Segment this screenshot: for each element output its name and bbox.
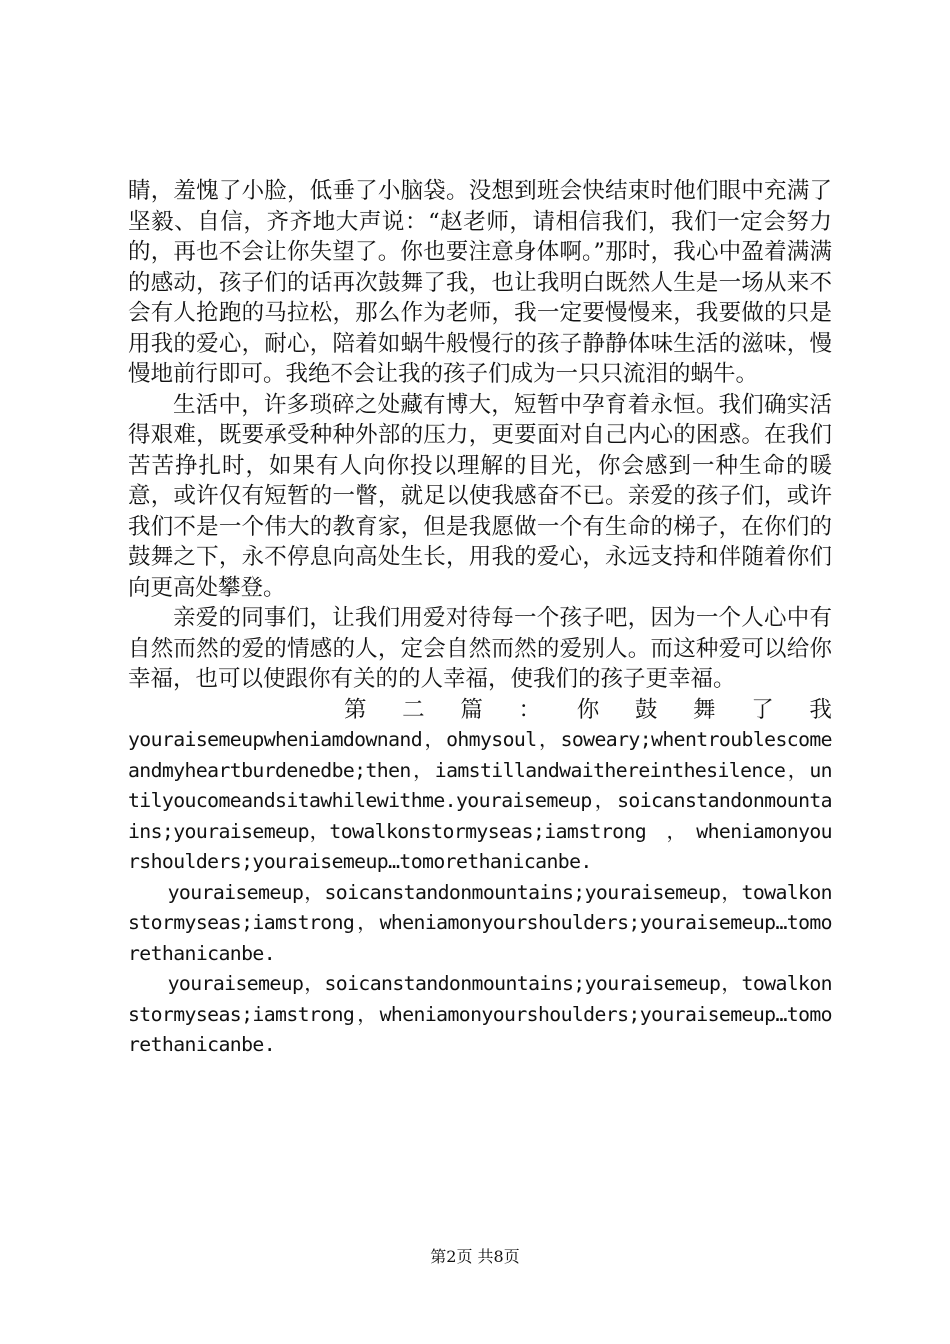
heading-char: 我	[809, 696, 832, 723]
paragraph-2: 生活中，许多琐碎之处藏有博大，短暂中孕育着永恒。我们确实活得艰难，既要承受种种外部的压力，更要面对自己内心的困惑。在我们苦苦挣扎时，如果有人向你投以理解的目光，你会感到一种生命的暖意，或许仅有短暂的一瞥，就足以使我感奋不已。亲爱的孩子们，或许我们不是一个伟大的教育家，但是我愿做一个有生命的梯子，在你们的鼓舞之下，永不停息向高处生长，用我的爱心，永远支持和伴随着你们向更高处攀登。	[128, 391, 832, 601]
heading-char: 鼓	[634, 696, 658, 723]
english-paragraph-2: youraisemeup，soicanstandonmountains;youraisemeup，towalkonstormyseas;iamstrong，wheniamonyourshoulders;youraisemeup…tomorethanicanbe.	[128, 880, 832, 965]
heading-char: 第	[344, 696, 367, 723]
english-paragraph-3: youraisemeup，soicanstandonmountains;youraisemeup，towalkonstormyseas;iamstrong，wheniamonyourshoulders;youraisemeup…tomorethanicanbe.	[128, 972, 832, 1056]
heading-char: 舞	[693, 696, 716, 723]
paragraph-1: 睛，羞愧了小脸，低垂了小脑袋。没想到班会快结束时他们眼中充满了坚毅、自信，齐齐地大声说：“赵老师，请相信我们，我们一定会努力的，再也不会让你失望了。你也要注意身体啊。”那时，我心中盈着满满的感动，孩子们的话再次鼓舞了我，也让我明白既然人生是一场从来不会有人抢跑的马拉松，那么作为老师，我一定要慢慢来，我要做的只是用我的爱心，耐心，陪着如蜗牛般慢行的孩子静静体味生活的滋味，慢慢地前行即可。我绝不会让我的孩子们成为一只只流泪的蜗牛。	[128, 178, 832, 387]
chapter-heading	[128, 695, 832, 726]
heading-char: 了	[751, 696, 774, 723]
heading-char: 篇	[460, 696, 483, 723]
page-footer: 第2页 共8页	[430, 1247, 520, 1266]
heading-char: 二	[402, 696, 425, 723]
heading-char: 你	[576, 696, 600, 723]
english-paragraph-1: youraisemeupwheniamdownand，ohmysoul，soweary;whentroublescomeandmyheartburdenedbe;then，iamstillandwaithereinthesilence，untilyoucomeandsitawhilewithme.youraisemeup，soicanstandonmountains;youraisemeup，towalkonstormyseas;iamstrong ， wheniamonyourshoulders;youraisemeup…tomorethanicanbe.	[128, 728, 832, 873]
page-body	[128, 176, 832, 1061]
paragraph-3: 亲爱的同事们，让我们用爱对待每一个孩子吧，因为一个人心中有自然而然的爱的情感的人，定会自然而然的爱别人。而这种爱可以给你幸福，也可以使跟你有关的的人幸福，使我们的孩子更幸福。	[128, 605, 832, 692]
heading-char: ：	[518, 696, 542, 723]
